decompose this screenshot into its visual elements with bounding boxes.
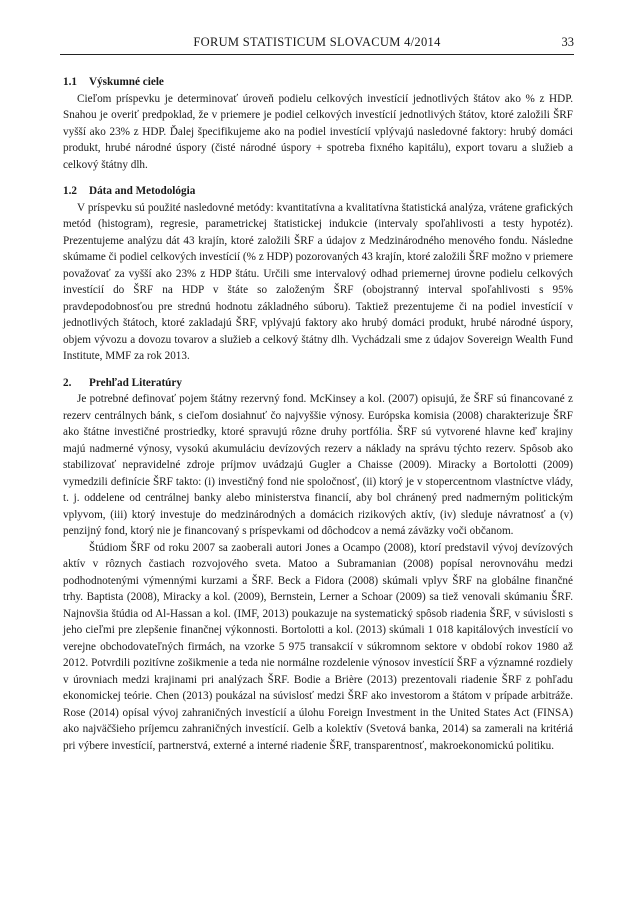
paragraph: Štúdiom ŠRF od roku 2007 sa zaoberali autori Jones a Ocampo (2008), ktorí predstavil vývoj devízových aktív v rôznych častiach rozvojového sveta. Matoo a Subramanian (2008) popísal nerovnováhu medzi podhodnotenými výmennými kurzami a ŠRF. Beck a Fidora (2008) skúmali vplyv ŠRF na globálne finančné trhy. Baptista (2008), Miracky a kol. (2009), Bernstein, Lerner a Schoar (2009) sa tiež venovali skúmaniu ŠRF. Najnovšia štúdia od Al-Hassan a kol. (IMF, 2013) poukazuje na systematický spôsob riadenia ŠRF, v súvislosti s jeho cieľmi pre zlepšenie finančnej výkonnosti. Bortolotti a kol. (2013) skúmali 1 018 kapitálových investícií vo verejne obchodovateľných firmách, na vzorke 5 975 transakcií v súkromnom sektore v období rokov 1980 až 2012. Potvrdili pozitívne zošikmenie a teda nie normálne rozdelenie výnosov investícií ŠRF a významné rozdiely v úrovniach medzi krajinami pri analýzach ŠRF. Bodie a Brière (2013) prezentovali riadenie ŠRF z pohľadu ekonomickej teórie. Chen (2013) poukázal na súvislosť medzi ŠRF ako investorom a štátom v prípade arbitráže. Rose (2014) opísal vývoj zahraničných investícií a úlohu Foreign Investment in the United States Act (FINSA) ako najväčšieho príjemcu zahraničných investícií. Gelb a kolektív (Svetová banka, 2014) sa zamerali na kritériá pri výbere investícií, partnerstvá, externé a interné riadenie ŠRF, transparentnosť, makroekonomickú politiku. [63, 541, 573, 752]
section-number: 1.1 [63, 76, 77, 88]
section-title: Dáta and Metodológia [89, 185, 196, 197]
section-number: 1.2 [63, 185, 77, 197]
body-text [63, 74, 573, 754]
section-number: 2. [63, 376, 72, 389]
paragraph: V príspevku sú použité nasledovné metódy: kvantitatívna a kvalitatívna štatistická analýza, vrátene grafických metód (histogram), regresie, parametrickej štatistickej indukcie (intervaly spoľahlivosti a testy hypotéz). Prezentujeme analýzu dát 43 krajín, ktoré založili ŠRF a údajov z Medzinárodného menového fondu. Následne skúmame či podiel celkových investícií (% z HDP) pozorovaných 43 krajín, ktoré založili ŠRF možno v priemere považovať za vyšší ako 23% z HDP štátu. Určili sme intervalový odhad priemernej úrovne podielu celkových investícií do ŠRF na HDP v štáte so založeným ŠRF (obojstranný interval spoľahlivosti s 95% pravdepodobnosťou pre strednú hodnotu základného súboru). Taktiež prezentujeme či na podiel investícií v jednotlivých štátoch, ktoré zakladajú ŠRF, vplývajú faktory ako hrubý domáci produkt, hrubé národné úspory, objem vývozu a dovozu tovarov a služieb a celkový štátny dlh. Vychádzali sme z údajov Sovereign Wealth Fund Institute, MMF za rok 2013. [63, 201, 573, 362]
journal-title: FORUM STATISTICUM SLOVACUM 4/2014 [193, 35, 441, 49]
section-heading-literature-review [63, 375, 573, 392]
section-title: Prehľad Literatúry [89, 376, 182, 389]
section-heading-research-goals [63, 74, 573, 91]
paragraph: Je potrebné definovať pojem štátny rezervný fond. McKinsey a kol. (2007) opisujú, že ŠRF sú financované z rezerv centrálnych bánk, s cieľom dosiahnuť čo najvyššie výnosy. Európska komisia (2008) charakterizuje ŠRF ako štátne investičné prostriedky, ktoré spravujú rôzne druhy portfólia. ŠRF sú vytvorené hlavne keď krajiny majú nadmerné výnosy, vysokú akumuláciu devízových rezerv a náklady na správu týchto rezerv. Spôsob ako stabilizovať nepravidelné zdroje príjmov uvádzajú Gugler a Chaisse (2009). Miracky a Bortolotti (2009) vymedzili definície ŠRF takto: (i) investičný fond nie spoločnosť, (ii) ktorý je v stopercentnom vlastníctve vlády, t. j. oddelene od centrálnej banky alebo ministerstva financií, aby bol chránený pred nadmerným politickým vplyvom, (iii) ktorý investuje do medzinárodných a domácich rizikových aktív, (iv) sleduje návratnosť a (v) penzijný fond, ktorý nie je financovaný s príspevkami od dôchodcov a nemá záväzky voči občanom. [63, 393, 573, 537]
section-heading-data-methodology [63, 183, 573, 200]
page-number: 33 [561, 35, 574, 49]
running-header [60, 34, 574, 55]
paragraph: Cieľom príspevku je determinovať úroveň podielu celkových investícií jednotlivých štátov ako % z HDP. Snahou je overiť predpoklad, že v priemere je podiel celkových investícií jednotlivých štátov, ktoré založili ŠRF vyšší ako 23% z HDP. Ďalej špecifikujeme ako na podiel investícií vplývajú nasledovné faktory: hrubý domáci produkt, hrubé národné úspory (čisté národné úspory + spotreba fixného kapitálu), export tovaru a služieb a celkový štátny dlh. [63, 92, 573, 171]
section-title: Výskumné ciele [89, 76, 164, 88]
